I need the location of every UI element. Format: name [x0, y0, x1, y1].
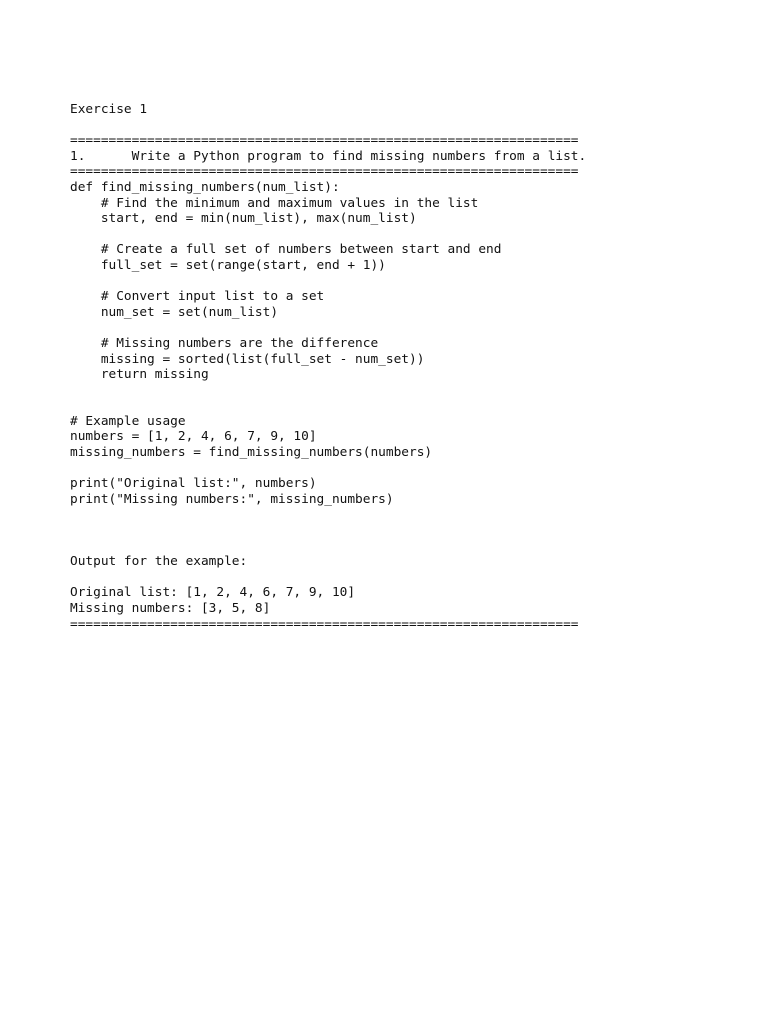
- code-line: def find_missing_numbers(num_list):: [70, 179, 340, 195]
- problem-number: 1.: [70, 148, 86, 164]
- spacer: [70, 118, 750, 134]
- code-line: # Create a full set of numbers between start and end: [70, 242, 502, 258]
- document-page: [70, 102, 750, 632]
- rule-top: ==================================================================: [70, 133, 579, 149]
- code-line: # Example usage: [70, 413, 186, 429]
- output-line: Original list: [1, 2, 4, 6, 7, 9, 10]: [70, 585, 356, 601]
- spacer: [70, 570, 750, 586]
- problem-statement: [70, 149, 750, 165]
- code-line: missing_numbers = find_missing_numbers(numbers): [70, 445, 433, 461]
- code-line: num_set = set(num_list): [70, 304, 279, 320]
- code-line: full_set = set(range(start, end + 1)): [70, 257, 386, 273]
- exercise-heading: Exercise 1: [70, 102, 148, 117]
- output-line: Missing numbers: [3, 5, 8]: [70, 601, 271, 616]
- code-line: missing = sorted(list(full_set - num_set)): [70, 351, 425, 367]
- code-line: print("Original list:", numbers): [70, 476, 317, 492]
- spacer: [70, 523, 750, 539]
- code-line: [70, 398, 750, 414]
- code-line: start, end = min(num_list), max(num_list): [70, 211, 417, 227]
- code-line: print("Missing numbers:", missing_numbers): [70, 491, 394, 507]
- code-line: # Missing numbers are the difference: [70, 335, 379, 351]
- code-line: [70, 383, 750, 399]
- code-line: return missing: [70, 367, 209, 383]
- code-line: [70, 274, 750, 290]
- code-line: [70, 461, 750, 477]
- rule-middle: ==================================================================: [70, 164, 579, 180]
- code-block: [70, 180, 750, 507]
- problem-text: Write a Python program to find missing numbers from a list.: [131, 148, 587, 164]
- code-line: # Find the minimum and maximum values in the list: [70, 195, 479, 211]
- spacer: [70, 507, 750, 523]
- code-line: # Convert input list to a set: [70, 289, 325, 305]
- spacer: [70, 539, 750, 555]
- rule-bottom: ==================================================================: [70, 616, 579, 632]
- code-line: [70, 320, 750, 336]
- code-line: numbers = [1, 2, 4, 6, 7, 9, 10]: [70, 429, 317, 445]
- code-line: [70, 227, 750, 243]
- output-heading: Output for the example:: [70, 554, 248, 570]
